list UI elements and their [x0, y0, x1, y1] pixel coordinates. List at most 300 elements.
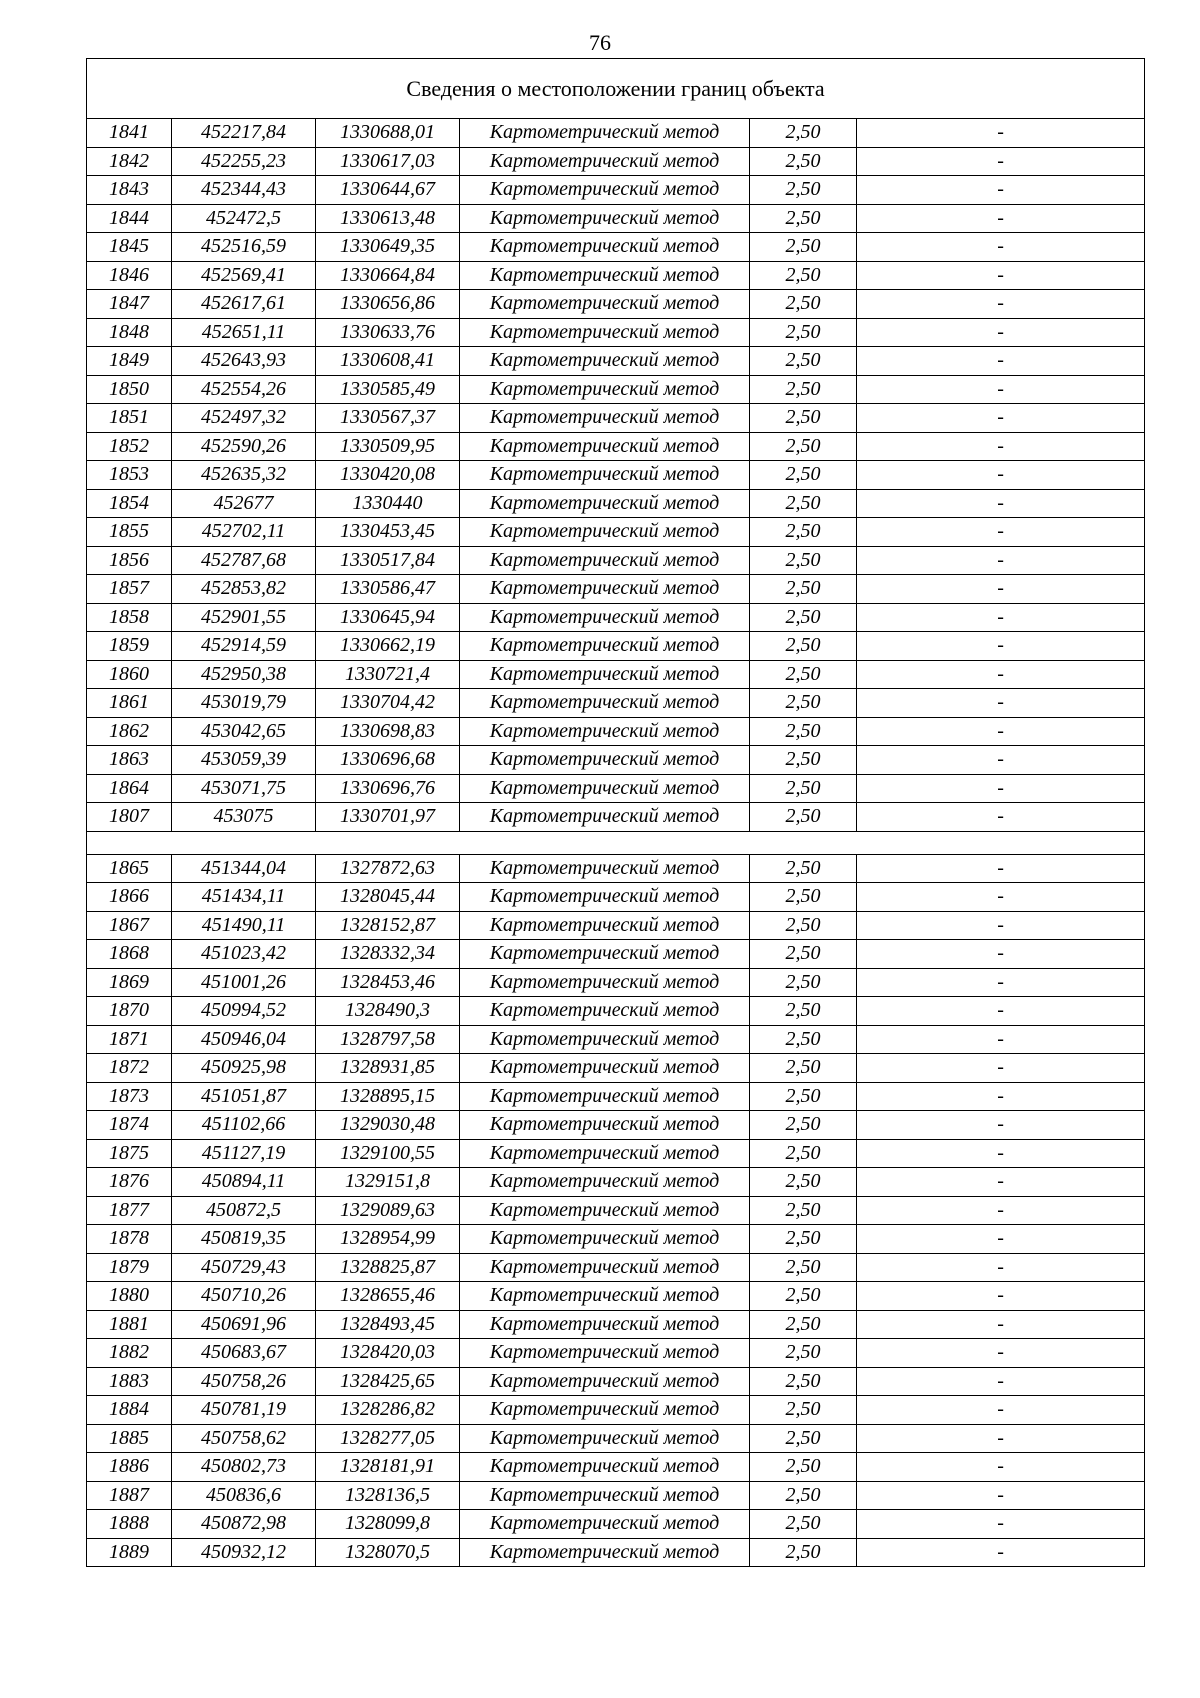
accuracy-cell: 2,50: [750, 1139, 857, 1168]
method-cell: Картометрический метод: [460, 1253, 750, 1282]
method-cell: Картометрический метод: [460, 518, 750, 547]
x-coordinate-cell: 450710,26: [172, 1282, 316, 1311]
x-coordinate-cell: 451127,19: [172, 1139, 316, 1168]
x-coordinate-cell: 452651,11: [172, 318, 316, 347]
point-number-cell: 1851: [87, 404, 172, 433]
x-coordinate-cell: 452516,59: [172, 233, 316, 262]
y-coordinate-cell: 1330517,84: [316, 546, 460, 575]
point-number-cell: 1855: [87, 518, 172, 547]
description-cell: -: [857, 1396, 1145, 1425]
description-cell: -: [857, 432, 1145, 461]
description-cell: -: [857, 518, 1145, 547]
description-cell: -: [857, 1481, 1145, 1510]
y-coordinate-cell: 1328490,3: [316, 997, 460, 1026]
accuracy-cell: 2,50: [750, 1225, 857, 1254]
y-coordinate-cell: 1328286,82: [316, 1396, 460, 1425]
y-coordinate-cell: 1328453,46: [316, 968, 460, 997]
table-row: [87, 774, 1145, 803]
method-cell: Картометрический метод: [460, 911, 750, 940]
x-coordinate-cell: 451102,66: [172, 1111, 316, 1140]
table-row: [87, 689, 1145, 718]
accuracy-cell: 2,50: [750, 1253, 857, 1282]
y-coordinate-cell: 1330585,49: [316, 375, 460, 404]
x-coordinate-cell: 450932,12: [172, 1538, 316, 1567]
y-coordinate-cell: 1328895,15: [316, 1082, 460, 1111]
table-row: [87, 1510, 1145, 1539]
table-row: [87, 603, 1145, 632]
method-cell: Картометрический метод: [460, 1054, 750, 1083]
table-row: [87, 261, 1145, 290]
point-number-cell: 1862: [87, 717, 172, 746]
point-number-cell: 1866: [87, 883, 172, 912]
point-number-cell: 1869: [87, 968, 172, 997]
method-cell: Картометрический метод: [460, 1538, 750, 1567]
x-coordinate-cell: 450781,19: [172, 1396, 316, 1425]
x-coordinate-cell: 452914,59: [172, 632, 316, 661]
table-title: Сведения о местоположении границ объекта: [87, 59, 1145, 119]
table-row: [87, 489, 1145, 518]
table-row: [87, 1139, 1145, 1168]
table-row: [87, 854, 1145, 883]
table-row: [87, 1196, 1145, 1225]
method-cell: Картометрический метод: [460, 1025, 750, 1054]
method-cell: Картометрический метод: [460, 1310, 750, 1339]
x-coordinate-cell: 452853,82: [172, 575, 316, 604]
table-row: [87, 1111, 1145, 1140]
point-number-cell: 1846: [87, 261, 172, 290]
description-cell: -: [857, 1054, 1145, 1083]
description-cell: -: [857, 1367, 1145, 1396]
accuracy-cell: 2,50: [750, 119, 857, 148]
method-cell: Картометрический метод: [460, 746, 750, 775]
point-number-cell: 1887: [87, 1481, 172, 1510]
y-coordinate-cell: 1329151,8: [316, 1168, 460, 1197]
x-coordinate-cell: 453019,79: [172, 689, 316, 718]
table-header-row: [87, 59, 1145, 119]
accuracy-cell: 2,50: [750, 518, 857, 547]
accuracy-cell: 2,50: [750, 603, 857, 632]
x-coordinate-cell: 450758,26: [172, 1367, 316, 1396]
table-row: [87, 1339, 1145, 1368]
description-cell: -: [857, 119, 1145, 148]
table-row: [87, 176, 1145, 205]
point-number-cell: 1883: [87, 1367, 172, 1396]
description-cell: -: [857, 803, 1145, 832]
point-number-cell: 1850: [87, 375, 172, 404]
y-coordinate-cell: 1330586,47: [316, 575, 460, 604]
accuracy-cell: 2,50: [750, 176, 857, 205]
method-cell: Картометрический метод: [460, 204, 750, 233]
accuracy-cell: 2,50: [750, 803, 857, 832]
method-cell: Картометрический метод: [460, 575, 750, 604]
table-row: [87, 1453, 1145, 1482]
description-cell: -: [857, 1424, 1145, 1453]
table-row: [87, 1424, 1145, 1453]
y-coordinate-cell: 1328136,5: [316, 1481, 460, 1510]
description-cell: -: [857, 1025, 1145, 1054]
table-row: [87, 660, 1145, 689]
group-separator-row: [87, 831, 1145, 854]
description-cell: -: [857, 290, 1145, 319]
accuracy-cell: 2,50: [750, 1168, 857, 1197]
y-coordinate-cell: 1330617,03: [316, 147, 460, 176]
method-cell: Картометрический метод: [460, 147, 750, 176]
point-number-cell: 1863: [87, 746, 172, 775]
accuracy-cell: 2,50: [750, 489, 857, 518]
description-cell: -: [857, 1538, 1145, 1567]
table-row: [87, 632, 1145, 661]
method-cell: Картометрический метод: [460, 689, 750, 718]
table-row: [87, 1481, 1145, 1510]
accuracy-cell: 2,50: [750, 290, 857, 319]
y-coordinate-cell: 1330453,45: [316, 518, 460, 547]
description-cell: -: [857, 774, 1145, 803]
y-coordinate-cell: 1330696,68: [316, 746, 460, 775]
x-coordinate-cell: 451023,42: [172, 940, 316, 969]
x-coordinate-cell: 450758,62: [172, 1424, 316, 1453]
method-cell: Картометрический метод: [460, 968, 750, 997]
table-row: [87, 911, 1145, 940]
x-coordinate-cell: 452472,5: [172, 204, 316, 233]
y-coordinate-cell: 1330688,01: [316, 119, 460, 148]
description-cell: -: [857, 940, 1145, 969]
y-coordinate-cell: 1328931,85: [316, 1054, 460, 1083]
y-coordinate-cell: 1328277,05: [316, 1424, 460, 1453]
point-number-cell: 1864: [87, 774, 172, 803]
x-coordinate-cell: 452677: [172, 489, 316, 518]
accuracy-cell: 2,50: [750, 347, 857, 376]
x-coordinate-cell: 450994,52: [172, 997, 316, 1026]
description-cell: -: [857, 1196, 1145, 1225]
y-coordinate-cell: 1328420,03: [316, 1339, 460, 1368]
point-number-cell: 1857: [87, 575, 172, 604]
y-coordinate-cell: 1330509,95: [316, 432, 460, 461]
point-number-cell: 1870: [87, 997, 172, 1026]
table-row: [87, 461, 1145, 490]
x-coordinate-cell: 452901,55: [172, 603, 316, 632]
point-number-cell: 1849: [87, 347, 172, 376]
y-coordinate-cell: 1330613,48: [316, 204, 460, 233]
accuracy-cell: 2,50: [750, 261, 857, 290]
y-coordinate-cell: 1330633,76: [316, 318, 460, 347]
accuracy-cell: 2,50: [750, 147, 857, 176]
description-cell: -: [857, 404, 1145, 433]
description-cell: -: [857, 746, 1145, 775]
description-cell: -: [857, 233, 1145, 262]
table-row: [87, 1253, 1145, 1282]
point-number-cell: 1852: [87, 432, 172, 461]
x-coordinate-cell: 450836,6: [172, 1481, 316, 1510]
method-cell: Картометрический метод: [460, 1367, 750, 1396]
table-row: [87, 1367, 1145, 1396]
table-row: [87, 1282, 1145, 1311]
y-coordinate-cell: 1330664,84: [316, 261, 460, 290]
point-number-cell: 1859: [87, 632, 172, 661]
method-cell: Картометрический метод: [460, 854, 750, 883]
method-cell: Картометрический метод: [460, 1196, 750, 1225]
accuracy-cell: 2,50: [750, 1282, 857, 1311]
point-number-cell: 1884: [87, 1396, 172, 1425]
y-coordinate-cell: 1330704,42: [316, 689, 460, 718]
method-cell: Картометрический метод: [460, 774, 750, 803]
x-coordinate-cell: 452617,61: [172, 290, 316, 319]
point-number-cell: 1886: [87, 1453, 172, 1482]
accuracy-cell: 2,50: [750, 575, 857, 604]
method-cell: Картометрический метод: [460, 1168, 750, 1197]
description-cell: -: [857, 717, 1145, 746]
description-cell: -: [857, 176, 1145, 205]
table-row: [87, 997, 1145, 1026]
method-cell: Картометрический метод: [460, 883, 750, 912]
accuracy-cell: 2,50: [750, 689, 857, 718]
accuracy-cell: 2,50: [750, 911, 857, 940]
accuracy-cell: 2,50: [750, 940, 857, 969]
x-coordinate-cell: 452217,84: [172, 119, 316, 148]
y-coordinate-cell: 1330567,37: [316, 404, 460, 433]
point-number-cell: 1807: [87, 803, 172, 832]
x-coordinate-cell: 450925,98: [172, 1054, 316, 1083]
x-coordinate-cell: 450802,73: [172, 1453, 316, 1482]
method-cell: Картометрический метод: [460, 347, 750, 376]
accuracy-cell: 2,50: [750, 717, 857, 746]
y-coordinate-cell: 1330701,97: [316, 803, 460, 832]
y-coordinate-cell: 1328332,34: [316, 940, 460, 969]
description-cell: -: [857, 689, 1145, 718]
method-cell: Картометрический метод: [460, 940, 750, 969]
table-row: [87, 940, 1145, 969]
table-body: [87, 59, 1145, 1567]
table-row: [87, 1225, 1145, 1254]
point-number-cell: 1878: [87, 1225, 172, 1254]
y-coordinate-cell: 1328493,45: [316, 1310, 460, 1339]
y-coordinate-cell: 1330698,83: [316, 717, 460, 746]
x-coordinate-cell: 452554,26: [172, 375, 316, 404]
accuracy-cell: 2,50: [750, 1453, 857, 1482]
y-coordinate-cell: 1328045,44: [316, 883, 460, 912]
point-number-cell: 1860: [87, 660, 172, 689]
point-number-cell: 1876: [87, 1168, 172, 1197]
table-row: [87, 1025, 1145, 1054]
description-cell: -: [857, 1453, 1145, 1482]
y-coordinate-cell: 1328954,99: [316, 1225, 460, 1254]
x-coordinate-cell: 452635,32: [172, 461, 316, 490]
x-coordinate-cell: 451344,04: [172, 854, 316, 883]
description-cell: -: [857, 461, 1145, 490]
description-cell: -: [857, 147, 1145, 176]
x-coordinate-cell: 452255,23: [172, 147, 316, 176]
table-row: [87, 347, 1145, 376]
table-row: [87, 233, 1145, 262]
table-row: [87, 1396, 1145, 1425]
table-row: [87, 318, 1145, 347]
table-row: [87, 290, 1145, 319]
point-number-cell: 1889: [87, 1538, 172, 1567]
y-coordinate-cell: 1330608,41: [316, 347, 460, 376]
y-coordinate-cell: 1328070,5: [316, 1538, 460, 1567]
accuracy-cell: 2,50: [750, 1339, 857, 1368]
description-cell: -: [857, 318, 1145, 347]
accuracy-cell: 2,50: [750, 1111, 857, 1140]
point-number-cell: 1848: [87, 318, 172, 347]
x-coordinate-cell: 452950,38: [172, 660, 316, 689]
accuracy-cell: 2,50: [750, 318, 857, 347]
description-cell: -: [857, 883, 1145, 912]
method-cell: Картометрический метод: [460, 1225, 750, 1254]
x-coordinate-cell: 452643,93: [172, 347, 316, 376]
accuracy-cell: 2,50: [750, 632, 857, 661]
method-cell: Картометрический метод: [460, 461, 750, 490]
method-cell: Картометрический метод: [460, 1510, 750, 1539]
method-cell: Картометрический метод: [460, 546, 750, 575]
y-coordinate-cell: 1330696,76: [316, 774, 460, 803]
point-number-cell: 1853: [87, 461, 172, 490]
x-coordinate-cell: 452569,41: [172, 261, 316, 290]
accuracy-cell: 2,50: [750, 375, 857, 404]
description-cell: -: [857, 632, 1145, 661]
method-cell: Картометрический метод: [460, 1339, 750, 1368]
description-cell: -: [857, 1111, 1145, 1140]
y-coordinate-cell: 1330420,08: [316, 461, 460, 490]
method-cell: Картометрический метод: [460, 404, 750, 433]
x-coordinate-cell: 450894,11: [172, 1168, 316, 1197]
accuracy-cell: 2,50: [750, 1396, 857, 1425]
point-number-cell: 1865: [87, 854, 172, 883]
y-coordinate-cell: 1330649,35: [316, 233, 460, 262]
y-coordinate-cell: 1328152,87: [316, 911, 460, 940]
point-number-cell: 1845: [87, 233, 172, 262]
x-coordinate-cell: 452787,68: [172, 546, 316, 575]
description-cell: -: [857, 347, 1145, 376]
description-cell: -: [857, 1282, 1145, 1311]
method-cell: Картометрический метод: [460, 1139, 750, 1168]
accuracy-cell: 2,50: [750, 404, 857, 433]
description-cell: -: [857, 489, 1145, 518]
point-number-cell: 1844: [87, 204, 172, 233]
accuracy-cell: 2,50: [750, 432, 857, 461]
y-coordinate-cell: 1328181,91: [316, 1453, 460, 1482]
description-cell: -: [857, 261, 1145, 290]
y-coordinate-cell: 1330656,86: [316, 290, 460, 319]
method-cell: Картометрический метод: [460, 1082, 750, 1111]
accuracy-cell: 2,50: [750, 1025, 857, 1054]
y-coordinate-cell: 1330662,19: [316, 632, 460, 661]
x-coordinate-cell: 450691,96: [172, 1310, 316, 1339]
y-coordinate-cell: 1328099,8: [316, 1510, 460, 1539]
method-cell: Картометрический метод: [460, 803, 750, 832]
accuracy-cell: 2,50: [750, 968, 857, 997]
accuracy-cell: 2,50: [750, 1538, 857, 1567]
method-cell: Картометрический метод: [460, 290, 750, 319]
accuracy-cell: 2,50: [750, 1424, 857, 1453]
y-coordinate-cell: 1328425,65: [316, 1367, 460, 1396]
description-cell: -: [857, 997, 1145, 1026]
point-number-cell: 1861: [87, 689, 172, 718]
accuracy-cell: 2,50: [750, 854, 857, 883]
y-coordinate-cell: 1327872,63: [316, 854, 460, 883]
y-coordinate-cell: 1330721,4: [316, 660, 460, 689]
y-coordinate-cell: 1328797,58: [316, 1025, 460, 1054]
point-number-cell: 1882: [87, 1339, 172, 1368]
point-number-cell: 1841: [87, 119, 172, 148]
table-row: [87, 375, 1145, 404]
point-number-cell: 1858: [87, 603, 172, 632]
method-cell: Картометрический метод: [460, 1424, 750, 1453]
description-cell: -: [857, 1510, 1145, 1539]
accuracy-cell: 2,50: [750, 1082, 857, 1111]
point-number-cell: 1880: [87, 1282, 172, 1311]
x-coordinate-cell: 450683,67: [172, 1339, 316, 1368]
description-cell: -: [857, 1139, 1145, 1168]
accuracy-cell: 2,50: [750, 660, 857, 689]
table-row: [87, 717, 1145, 746]
table-row: [87, 1054, 1145, 1083]
table-row: [87, 546, 1145, 575]
x-coordinate-cell: 451434,11: [172, 883, 316, 912]
page-number: 76: [589, 30, 611, 55]
point-number-cell: 1871: [87, 1025, 172, 1054]
accuracy-cell: 2,50: [750, 1367, 857, 1396]
x-coordinate-cell: 453042,65: [172, 717, 316, 746]
table-row: [87, 803, 1145, 832]
method-cell: Картометрический метод: [460, 261, 750, 290]
y-coordinate-cell: 1328655,46: [316, 1282, 460, 1311]
accuracy-cell: 2,50: [750, 883, 857, 912]
accuracy-cell: 2,50: [750, 1054, 857, 1083]
accuracy-cell: 2,50: [750, 1481, 857, 1510]
point-number-cell: 1847: [87, 290, 172, 319]
accuracy-cell: 2,50: [750, 1510, 857, 1539]
point-number-cell: 1867: [87, 911, 172, 940]
y-coordinate-cell: 1330440: [316, 489, 460, 518]
point-number-cell: 1874: [87, 1111, 172, 1140]
x-coordinate-cell: 452702,11: [172, 518, 316, 547]
table-row: [87, 968, 1145, 997]
description-cell: -: [857, 1168, 1145, 1197]
method-cell: Картометрический метод: [460, 1481, 750, 1510]
accuracy-cell: 2,50: [750, 1196, 857, 1225]
x-coordinate-cell: 450872,98: [172, 1510, 316, 1539]
x-coordinate-cell: 451051,87: [172, 1082, 316, 1111]
point-number-cell: 1879: [87, 1253, 172, 1282]
y-coordinate-cell: 1330645,94: [316, 603, 460, 632]
method-cell: Картометрический метод: [460, 1111, 750, 1140]
accuracy-cell: 2,50: [750, 546, 857, 575]
description-cell: -: [857, 204, 1145, 233]
point-number-cell: 1843: [87, 176, 172, 205]
method-cell: Картометрический метод: [460, 432, 750, 461]
description-cell: -: [857, 854, 1145, 883]
method-cell: Картометрический метод: [460, 233, 750, 262]
point-number-cell: 1873: [87, 1082, 172, 1111]
method-cell: Картометрический метод: [460, 603, 750, 632]
method-cell: Картометрический метод: [460, 1453, 750, 1482]
table-row: [87, 432, 1145, 461]
table-row: [87, 1082, 1145, 1111]
accuracy-cell: 2,50: [750, 774, 857, 803]
method-cell: Картометрический метод: [460, 660, 750, 689]
accuracy-cell: 2,50: [750, 997, 857, 1026]
method-cell: Картометрический метод: [460, 717, 750, 746]
table-row: [87, 518, 1145, 547]
y-coordinate-cell: 1328825,87: [316, 1253, 460, 1282]
x-coordinate-cell: 451490,11: [172, 911, 316, 940]
method-cell: Картометрический метод: [460, 318, 750, 347]
point-number-cell: 1875: [87, 1139, 172, 1168]
description-cell: -: [857, 375, 1145, 404]
accuracy-cell: 2,50: [750, 233, 857, 262]
method-cell: Картометрический метод: [460, 119, 750, 148]
accuracy-cell: 2,50: [750, 461, 857, 490]
